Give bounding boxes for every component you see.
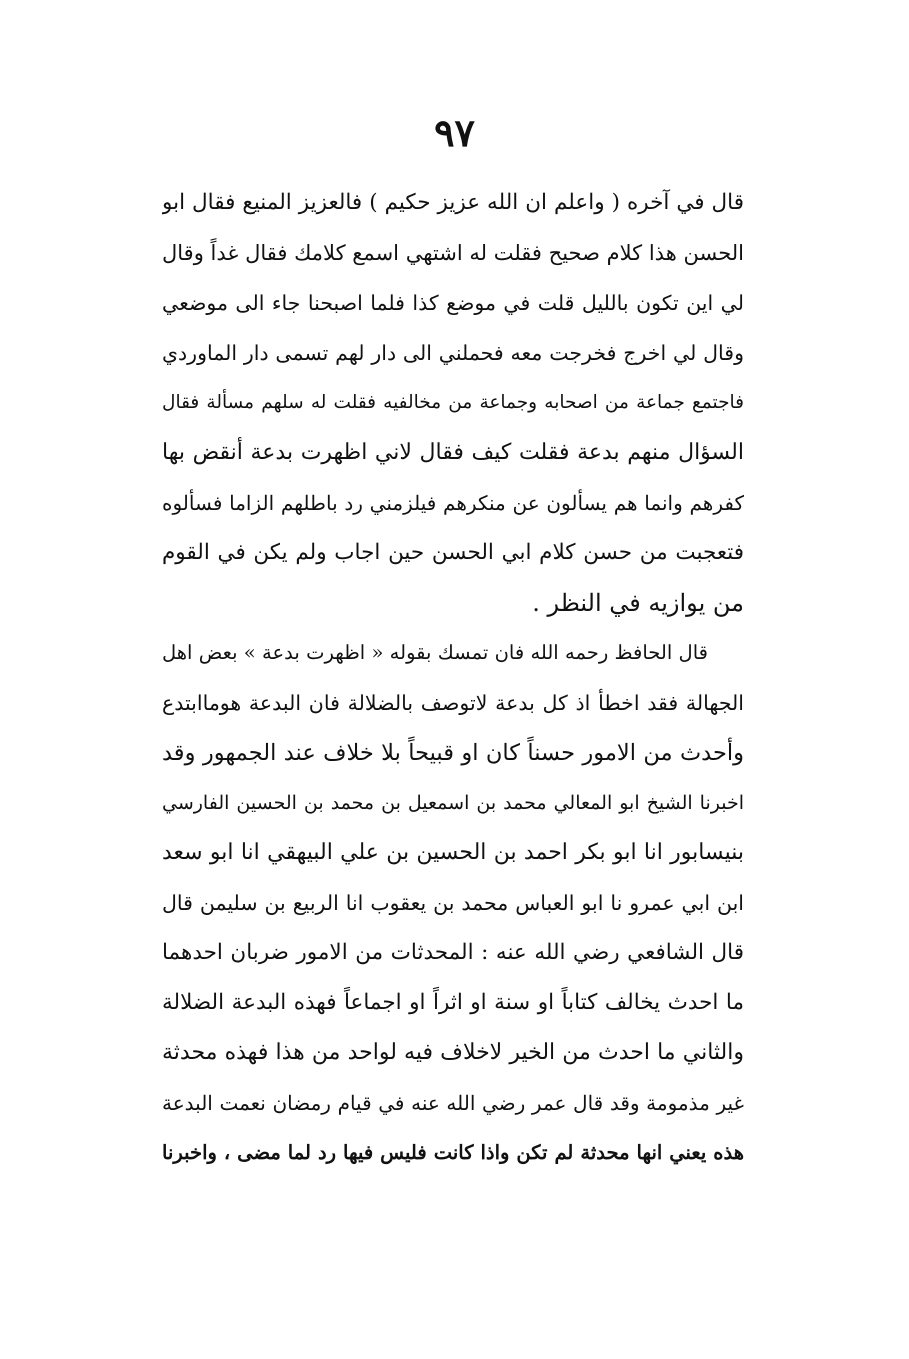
text-line: قال في آخره ( واعلم ان الله عزيز حكيم ) فالعزيز المنيع فقال ابو [162, 190, 744, 215]
text-line: كفرهم وانما هم يسألون عن منكرهم فيلزمني رد باطلهم الزاما فسألوه [162, 491, 744, 515]
text-line: وقال لي اخرج فخرجت معه فحملني الى دار لهم تسمى دار الماوردي [162, 341, 744, 365]
text-line: اخبرنا الشيخ ابو المعالي محمد بن اسمعيل بن محمد بن الحسين الفارسي [162, 792, 744, 814]
text-line: الجهالة فقد اخطأ اذ كل بدعة لاتوصف بالضلالة فان البدعة هوماابتدع [162, 691, 744, 715]
paragraph-end-line: من يوازيه في النظر . [532, 589, 744, 617]
text-line: بنيسابور انا ابو بكر احمد بن الحسين بن علي البيهقي انا ابو سعد [162, 840, 744, 865]
text-line: ابن ابي عمرو نا ابو العباس محمد بن يعقوب انا الربيع بن سليمن قال [162, 891, 744, 915]
text-line: فاجتمع جماعة من اصحابه وجماعة من مخالفيه فقلت له سلهم مسألة فقال [162, 392, 744, 413]
text-line: الحسن هذا كلام صحيح فقلت له اشتهي اسمع كلامك فقال غداً وقال [162, 241, 744, 265]
paragraph-start-line: قال الحافظ رحمه الله فان تمسك بقوله « اظهرت بدعة » بعض اهل [162, 641, 708, 664]
body-text [162, 178, 744, 1178]
text-line: لي اين تكون بالليل قلت في موضع كذا فلما اصبحنا جاء الى موضعي [162, 291, 744, 315]
page-number: ٩٧ [434, 110, 475, 155]
text-line: السؤال منهم بدعة فقلت كيف فقال لاني اظهرت بدعة أنقض بها [162, 440, 744, 465]
text-line: هذه يعني انها محدثة لم تكن واذا كانت فليس فيها رد لما مضى ، واخبرنا [162, 1141, 744, 1164]
text-line: وأحدث من الامور حسناً كان او قبيحاً بلا خلاف عند الجمهور وقد [162, 740, 744, 766]
text-line: ما احدث يخالف كتاباً او سنة او اثراً او اجماعاً فهذه البدعة الضلالة [162, 990, 744, 1015]
text-line: غير مذمومة وقد قال عمر رضي الله عنه في قيام رمضان نعمت البدعة [162, 1091, 744, 1115]
text-line: قال الشافعي رضي الله عنه : المحدثات من الامور ضربان احدهما [162, 940, 744, 965]
text-line: فتعجبت من حسن كلام ابي الحسن حين اجاب ولم يكن في القوم [162, 540, 744, 565]
text-line: والثاني ما احدث من الخير لاخلاف فيه لواحد من هذا فهذه محدثة [162, 1040, 744, 1065]
